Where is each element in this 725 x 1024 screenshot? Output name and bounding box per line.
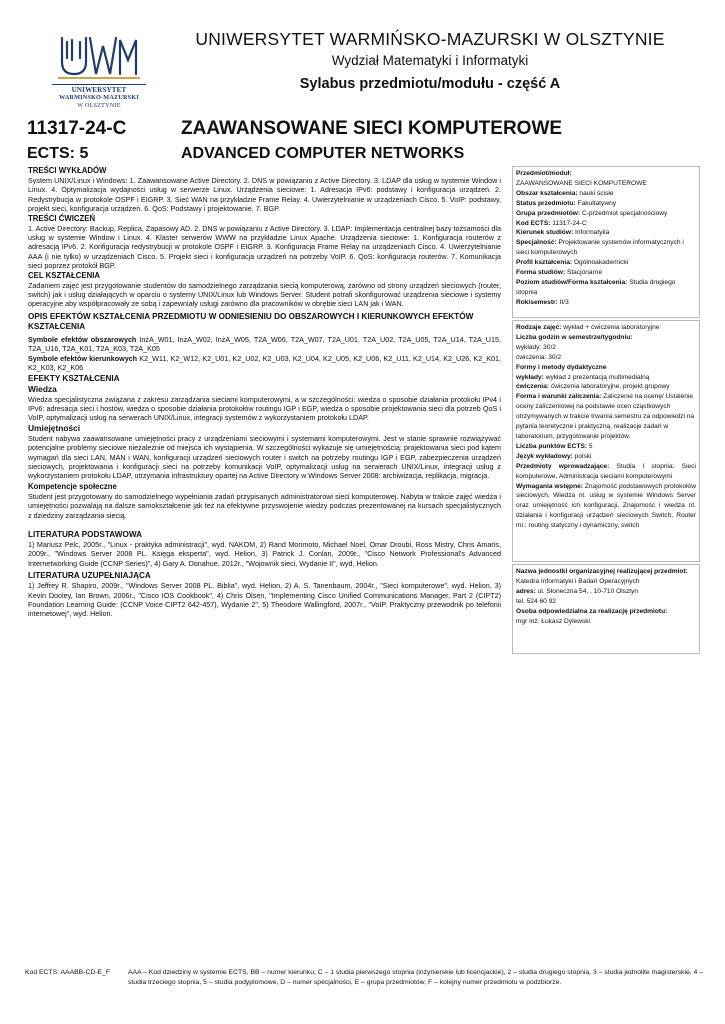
teaching-info-box [512,320,700,562]
lectures-text: System UNIX/Linux i Windows: 1. Zaawansowane Active Directory. 2. DNS w powiązaniu z Active Directory. 3. LDAP dla usług w systemie Window i Linux. 4. Optymalizacja wydajności usług w serwerze Linux. Urządzenia sieciowe: 1. Adresacja IPv6: podstawy i konfiguracja urządzeń. 2. Redystrybucja w protokole OSPF i EIGRP. 3. Sieć WAN na przykładzie Frame Relay. 4. Uwierzytelnianie w urządzeniach Cisco. 5. VoIP: podstawy, projekt sieci, konfiguracja urządzeń. 6. QoS: Podstawy i projektowanie. 7. BGP. [28,176,501,214]
goal-heading: CEL KSZTAŁCENIA [28,270,101,280]
ects-points-label: Liczba punktów ECTS: [516,442,588,450]
classes-label: Rodzaje zajęć: [516,324,562,331]
lectures-heading: TREŚCI WYKŁADÓW [28,166,107,175]
logo-text-line2: WARMIŃSKO-MAZURSKI [59,94,139,101]
study-level-value: Studia drugiego stopnia [516,278,676,296]
group-label: Grupa przedmiotów: [516,209,581,217]
language-label: Język wykładowy: [516,452,573,460]
skills-heading: Umiejętności [28,422,81,433]
status-value: Fakultatywny [577,199,617,207]
requirements-value: Znajomość podstawowych protokołów sieciowych, Wiedza nt. usług w systemie Windows Server oraz umiejętność ich konfiguracji, Znajomość i wiedza nt. działania i konfiguracji urządzeń sieciowych Switch, Router mi.: routing statyczny i dynamiczny, switch [516,482,696,530]
basic-literature-heading: LITERATURA PODSTAWOWA [28,529,143,539]
requirements-label: Wymagania wstępne: [516,482,583,490]
knowledge-text: Wiedza specjalistyczna związana z zakresu zarządzania sieciami komputerowymi, a w szczególności: wiedza o sposobie działania protokołu IPv4 i IPv6: adresacja sieci i hostów, wiedza o sposobie działania protokołów routingu IGP i EGP, wiedza o sposobie projektowania sieci dla potrzeb QoS i VoIP, optymalizacji usług na serwerach UNIX/Linux, integracji systemów z wykorzystaniem protokołu LDAP. [28,394,501,423]
intro-courses-value: Studia I stopnia: Sieci komputerowe, Administracja sieciami komputerowymi [516,462,696,480]
course-code: 11317-24-C [27,118,127,139]
hours-label: Liczba godzin w semestrze/tygodniu: [516,333,633,341]
subject-value: ZAAWANSOWANE SIECI KOMPUTEROWE [516,179,647,187]
supplementary-literature-text: 1) Jeffrey R. Shapiro, 2009r., "Windows Server 2008 PL. Biblia", wyd. Helion, 2) A. S. Tanenbaum, 2004r., "Sieci komputerowe", wyd. Helion, 3) Kevin Dooley, Ian Brown, 2006r., "Cisco IOS Cookbook", 4) Chris Olsen, "Implementing Cisco Unified Communications Manager, Part 2 (CIPT2) Foundation Learning Guide: (CCNP Voice CIPT2 642-457), Wydanie 2", 5) Theodore Wallingford, 2007r., "VoIP. Praktyczny przewodnik po telefonii internetowej", wyd. Helion. [28,581,501,619]
area-symbols-value: InżA_W01, InżA_W02, InżA_W05, T2A_W06, T2A_W07, T2A_U01, T2A_U02, T2A_U05, T2A_U14, T2A_U15, T2A_U16, T2A_K01, T2A_K03, T2A_K05 [28,334,501,354]
field-symbols [28,354,501,373]
field-symbols-label: Symbole efektów kierunkowych [28,353,138,363]
forms-label: Formy i metody dydaktyczne [516,363,607,371]
exercises-heading: TREŚCI ĆWICZEŃ [28,213,96,223]
footer-legend: AAA – Kod dziedziny w systemie ECTS, BB – numer kierunku, C – 1 studia pierwszego stopnia (inżynierskie lub licencjackie), 2 – studia drugiego stopnia, 3 – studia jednolite magisterskie, 4 – studia trzeciego stopnia, 5 – studia podyplomowe, D – numer specjalności, E – grupa przedmiotów, F – kolejny numer przedmiotu w podzbiorze. [128,969,703,987]
ects-code-value: 11317-24-C [552,219,587,227]
university-name: UNIWERSYTET WARMIŃSKO-MAZURSKI W OLSZTYNIE [195,29,665,49]
study-form-value: Stacjonarne [566,269,603,277]
exercises-method-label: ćwiczenia: [516,383,549,391]
ects-points-value: 5 [588,442,593,450]
ects-code-label: Kod ECTS: [516,219,551,227]
uwm-logo-icon [56,28,142,84]
responsible-person-label: Osoba odpowiedzialna za realizację przedmiotu: [516,607,668,615]
specialty-value: Projektowanie systemów informatycznych i sieci komputerowych [516,239,684,257]
phone: tel. 524 60 92 [516,597,556,605]
year-label: Rok/semestr: [516,298,558,306]
unit-value: Katedra Informatyki i Badań Operacyjnych [516,577,640,585]
specialty-label: Specjalność: [516,239,557,247]
field-value: Informatyka [575,229,610,237]
address-label: adres: [516,587,536,595]
lectures-method-value: wykład z prezentacją multimedialną [545,373,650,381]
language-value: polski [574,452,592,460]
profile-value: Ogólnoakademicki [573,259,629,267]
exercises-method-value: ćwiczenia laboratoryjne, projekt grupowy [550,383,670,391]
responsible-person-value: mgr inż. Łukasz Dylewski [516,617,591,625]
field-label: Kierunek studiów: [516,229,574,237]
pass-label: Forma i warunki zaliczenia: [516,393,602,401]
footer-code-label: Kod ECTS: AAABB-CD-E_F [25,969,110,976]
social-text: Student jest przygotowany do samodzielnego wypełniania zadań przypisanych administratorowi sieci komputerowej. Nabyta w trakcie zajęć wiedza i umiejętności pozwalają na dalsze samokształcenie jak też na efektywne przyswojenie wiedzy podczas prezentowanej na kursach specjalistycznych z dziedziny zarządzania siecią. [28,491,501,520]
faculty-name: Wydział Matematyki i Informatyki [331,53,529,68]
study-level-label: Poziom studiów/Forma kształcenia: [516,278,628,286]
classes-value: wykład + ćwiczenia laboratoryjne [563,324,660,331]
organizational-unit-box [512,564,700,654]
area-value: nauki ścisłe [579,189,614,197]
course-name-pl: ZAAWANSOWANE SIECI KOMPUTEROWE [181,118,563,139]
effects-heading: EFEKTY KSZTAŁCENIA [28,373,120,383]
skills-text: Student nabywa zaawansowane umiejętności pracy z urządzeniami sieciowymi i systemami komputerowymi. Jest w stanie sprawnie rozwiązywać potencjalne problemy sieciowe niezależnie od miejsca ich wystąpienia. W szczególności wykazuje się umiejętnością: projektowania sieci pod kątem wymagań dla sieci LAN, MAN i WAN, konfiguracji urządzeń sieciowych router i switch na potrzeby routingu IGP i EGP, zabezpieczenia urządzeń sieciowych, projektowania i konfiguracji sieci na potrzeby komunikacji VoIP, optymalizacji usług na serwerach UNIX/Linux, integracji usług z wykorzystaniem protokołu LDAP, utrzymania infrastruktury opartej na Active Directory w Windows Server 2008: archiwizacja, replikacja, migracja. [28,433,501,481]
lectures-method-label: wykłady: [516,373,544,381]
unit-label: Nazwa jednostki organizacyjnej realizującej przedmiot: [516,568,688,575]
profile-label: Profil kształcenia: [516,259,573,267]
area-symbols [28,335,501,354]
logo-text-line1: UNIWERSYTET [71,86,127,94]
course-info-box [512,166,700,318]
address-value: ul. Słoneczna 54, , 10-710 Olsztyn [537,587,639,595]
status-label: Status przedmiotu: [516,199,576,207]
year-value: II/3 [559,298,569,306]
syllabus-title: Sylabus przedmiotu/modułu - część A [299,76,561,92]
course-ects: ECTS: 5 [27,145,89,162]
goal-text: Zadaniem zajęć jest przygotowanie studentów do samodzielnego zarządzania siecią komputerową, zarówno od strony urządzeń sieciowych (router, switch) jak i usług działających w oparciu o systemy UNIX/Linux lub Windows Server. Student potrafi skonfigurować urządzenia sieciowe i systemy operacyjne aby współpracowały ze sobą i zapewniały usługi zarówno dla pracowników w obrębie sieci LAN jak i WAN. [28,280,501,309]
hours-lecture: wykłady: 30/2 [516,343,556,351]
outcomes-heading: OPIS EFEKTÓW KSZTAŁCENIA PRZEDMIOTU W ODNIESIENIU DO OBSZAROWYCH I KIERUNKOWYCH EFEKTÓW KSZTAŁCENIA [28,311,474,331]
logo-divider [52,84,146,85]
group-value: C-przedmiot specjalnościowy [581,209,668,217]
basic-literature-text: 1) Mariusz Pelc, 2005r., "Linux - praktyka administracji", wyd. NAKOM, 2) Rand Morimoto, Michael Noel, Omar Droubi, Ross Mistry, Chris Amaris, 2009r., "Windows Server 2008 PL. Księga eksperta", wyd. Helion, 3) Patrick J. Conlan, 2009r., "Cisco Network Professional's Advanced Internetworking Guide (CCNP Series)", 4) Gary A. Donahue, 2012r., "Wojownik sieci, Wydanie II", wyd. Helion. [28,539,501,568]
subject-label: Przedmiot/moduł: [516,170,572,177]
hours-exercise: ćwiczenia: 30/2 [516,353,562,361]
syllabus-main-content [28,166,501,619]
intro-courses-label: Przedmioty wprowadzające: [516,462,610,470]
pass-value: Zaliczenie na ocenę/ Ustalenie oceny zaliczeniowej na podstawie ocen cząstkowych otrzymywanych w trakcie trwania semestru za odpowiedzi na pytania teoretyczne i praktyczną, realizacje zadań w laboratorium, przygotowanie projektów. [516,393,695,440]
area-symbols-label: Symbole efektów obszarowych [28,334,137,344]
supplementary-literature-heading: LITERATURA UZUPEŁNIAJĄCA [28,571,151,581]
area-label: Obszar kształcenia: [516,189,578,197]
study-form-label: Forma studiów: [516,269,566,277]
exercises-text: 1. Active Directory: Backup, Replica, Zapasowy AD. 2. DNS w powiązaniu z Active Directory. 3. LDAP: Implementacja centralnej bazy tożsamości dla usług w systemie Window i Linux. 4. Klaster serwerów WWW na przykładzie Linux Apache. Urządzenia sieciowe: 1. Konfiguracja routerów z adresacją IPv6. 2. Konfiguracja redystrybucji w protokole OSPF i EIGRP. 3. Konfiguracja Frame Relay na urządzeniach Cisco. 4. Uwierzytelnianie AAA (i nie tylko) w urządzeniach Cisco. 5. Projekt sieci i konfiguracja urządzeń na potrzeby VoIP. 6. QoS: konfiguracja routerów. 7. Komunikacja sieci poprzez protokół BGP. [28,223,501,271]
knowledge-heading: Wiedza [28,383,57,394]
field-symbols-value: K2_W11, K2_W12, K2_U01, K2_U02, K2_U03, K2_U04, K2_U05, K2_U06, K2_U11, K2_U14, K2_U26, K2_K01, K2_K03, K2_K06 [28,353,501,373]
logo-text-line3: W OLSZTYNIE [77,102,121,109]
social-heading: Kompetencje społeczne [28,481,117,491]
course-name-en: ADVANCED COMPUTER NETWORKS [181,145,465,162]
